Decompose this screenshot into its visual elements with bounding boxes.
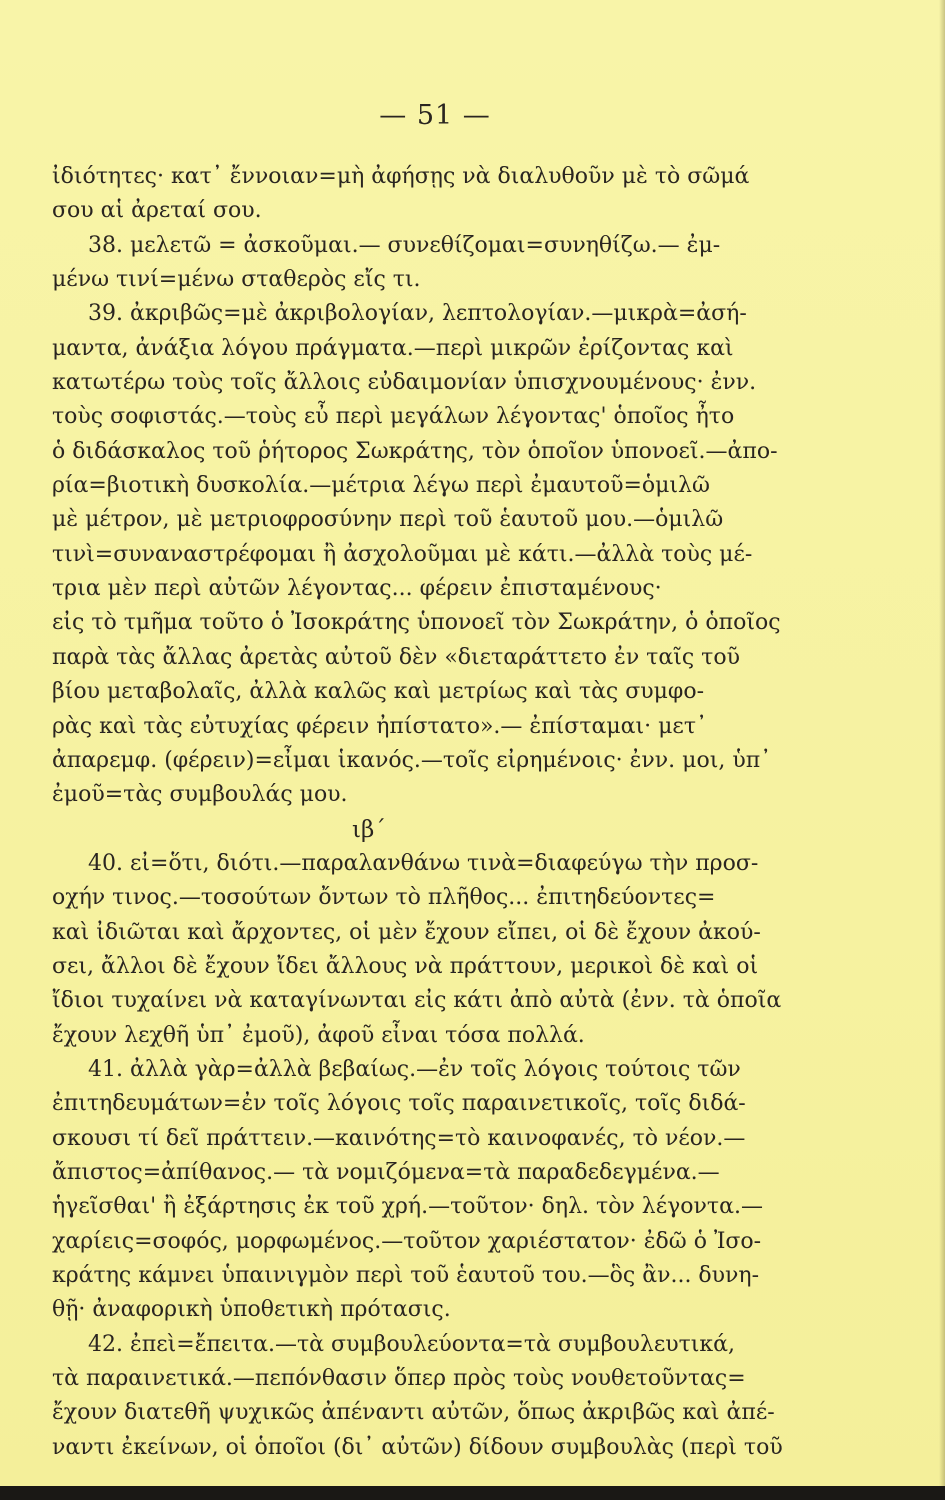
text-line: ἐπιτηδευμάτων=ἐν τοῖς λόγοις τοῖς παραινετικοῖς, τοῖς διδά- [52,1091,746,1117]
text-line: ὁ διδάσκαλος τοῦ ῥήτορος Σωκράτης, τὸν ὁποῖον ὑπονοεῖ.—ἀπο- [52,438,778,464]
text-line: μὲ μέτρον, μὲ μετριοφροσύνην περὶ τοῦ ἑαυτοῦ μου.—ὁμιλῶ [52,507,724,533]
text-line: τοὺς σοφιστάς.—τοὺς εὖ περὶ μεγάλων λέγοντας' ὁποῖος ἦτο [52,404,735,430]
text-line: τὰ παραινετικά.—πεπόνθασιν ὅπερ πρὸς τοὺς νουθετοῦντας= [52,1366,746,1392]
text-line: ρὰς καὶ τὰς εὐτυχίας φέρειν ἠπίστατο».— ἐπίσταμαι· μετ᾿ [52,713,707,739]
text-line: ρία=βιοτικὴ δυσκολία.—μέτρια λέγω περὶ ἐμαυτοῦ=ὁμιλῶ [52,473,710,499]
text-line: 39. ἀκριβῶς=μὲ ἀκριβολογίαν, λεπτολογίαν.—μικρὰ=ἀσή- [88,301,747,327]
text-line: κατωτέρω τοὺς τοῖς ἄλλοις εὐδαιμονίαν ὑπισχνουμένους· ἐνν. [52,370,757,396]
text-line: 41. ἀλλὰ γὰρ=ἀλλὰ βεβαίως.—ἐν τοῖς λόγοις τούτοις τῶν [88,1056,741,1082]
text-line: ναντι ἐκείνων, οἱ ὁποῖοι (δι᾿ αὐτῶν) δίδουν συμβουλὰς (περὶ τοῦ [52,1434,783,1460]
text-line: σκουσι τί δεῖ πράττειν.—καινότης=τὸ καινοφανές, τὸ νέον.— [52,1125,746,1151]
text-line: ἔχουν λεχθῆ ὑπ᾿ ἐμοῦ), ἀφοῦ εἶναι τόσα πολλά. [52,1022,585,1048]
text-line: ἴδιοι τυχαίνει νὰ καταγίνωνται εἰς κάτι ἀπὸ αὐτὰ (ἐνν. τὰ ὁποῖα [52,988,782,1014]
text-line: παρὰ τὰς ἄλλας ἀρετὰς αὐτοῦ δὲν «διεταράττετο ἐν ταῖς τοῦ [52,644,740,670]
text-line: σου αἱ ἀρεταί σου. [52,198,262,224]
text-line: 38. μελετῶ = ἀσκοῦμαι.— συνεθίζομαι=συνηθίζω.— ἐμ- [88,232,721,258]
text-line: χαρίεις=σοφός, μορφωμένος.—τοῦτον χαριέστατον· ἐδῶ ὁ Ἰσο- [52,1228,762,1254]
text-line: 40. εἰ=ὅτι, διότι.—παραλανθάνω τινὰ=διαφεύγω τὴν προσ- [88,850,759,876]
text-line: τινὶ=συναναστρέφομαι ἢ ἀσχολοῦμαι μὲ κάτι.—ἀλλὰ τοὺς μέ- [52,541,753,567]
text-line: κράτης κάμνει ὑπαινιγμὸν περὶ τοῦ ἑαυτοῦ του.—ὃς ἂν... δυνη- [52,1263,760,1288]
scan-edge-shadow [939,0,945,1500]
text-line: σει, ἄλλοι δὲ ἔχουν ἴδει ἄλλους νὰ πράττουν, μερικοὶ δὲ καὶ οἱ [52,953,759,979]
page-number: — 51 — [379,100,491,131]
text-line: μένω τινί=μένω σταθερὸς εἴς τι. [52,267,421,293]
text-line: ἰδιότητες· κατ᾿ ἔννοιαν=μὴ ἀφήσῃς νὰ διαλυθοῦν μὲ τὸ σῶμά [52,164,750,189]
text-line: ἔχουν διατεθῆ ψυχικῶς ἀπέναντι αὐτῶν, ὅπως ἀκριβῶς καὶ ἀπέ- [52,1400,775,1426]
text-line: 42. ἐπεὶ=ἔπειτα.—τὰ συμβουλεύοντα=τὰ συμβουλευτικά, [88,1331,736,1357]
scan-bottom-border [0,1486,945,1500]
text-line: ἡγεῖσθαι' ἢ ἐξάρτησις ἐκ τοῦ χρή.—τοῦτον· δηλ. τὸν λέγοντα.— [52,1194,763,1220]
text-line: ἐμοῦ=τὰς συμβουλάς μου. [52,782,348,808]
body-text [52,160,797,1465]
text-line: τρια μὲν περὶ αὐτῶν λέγοντας... φέρειν ἐπισταμένους· [52,576,662,602]
text-line: οχήν τινος.—τοσούτων ὄντων τὸ πλῆθος... ἐπιτηδεύοντες= [52,885,716,911]
text-line: ἀπαρεμφ. (φέρειν)=εἶμαι ἱκανός.—τοῖς εἰρημένοις· ἐνν. μοι, ὑπ᾿ [52,747,772,773]
section-heading: ιβ´ [352,816,386,843]
text-line: βίου μεταβολαῖς, ἀλλὰ καλῶς καὶ μετρίως καὶ τὰς συμφο- [52,679,705,705]
text-line: εἰς τὸ τμῆμα τοῦτο ὁ Ἰσοκράτης ὑπονοεῖ τὸν Σωκράτην, ὁ ὁποῖος [52,610,781,636]
text-line: καὶ ἰδιῶται καὶ ἄρχοντες, οἱ μὲν ἔχουν εἴπει, οἱ δὲ ἔχουν ἀκού- [52,919,761,945]
text-line: θῇ· ἀναφορικὴ ὑποθετικὴ πρότασις. [52,1297,451,1323]
text-line: μαντα, ἀνάξια λόγου πράγματα.—περὶ μικρῶν ἐρίζοντας καὶ [52,335,734,361]
text-line: ἄπιστος=ἀπίθανος.— τὰ νομιζόμενα=τὰ παραδεδεγμένα.— [52,1159,720,1185]
